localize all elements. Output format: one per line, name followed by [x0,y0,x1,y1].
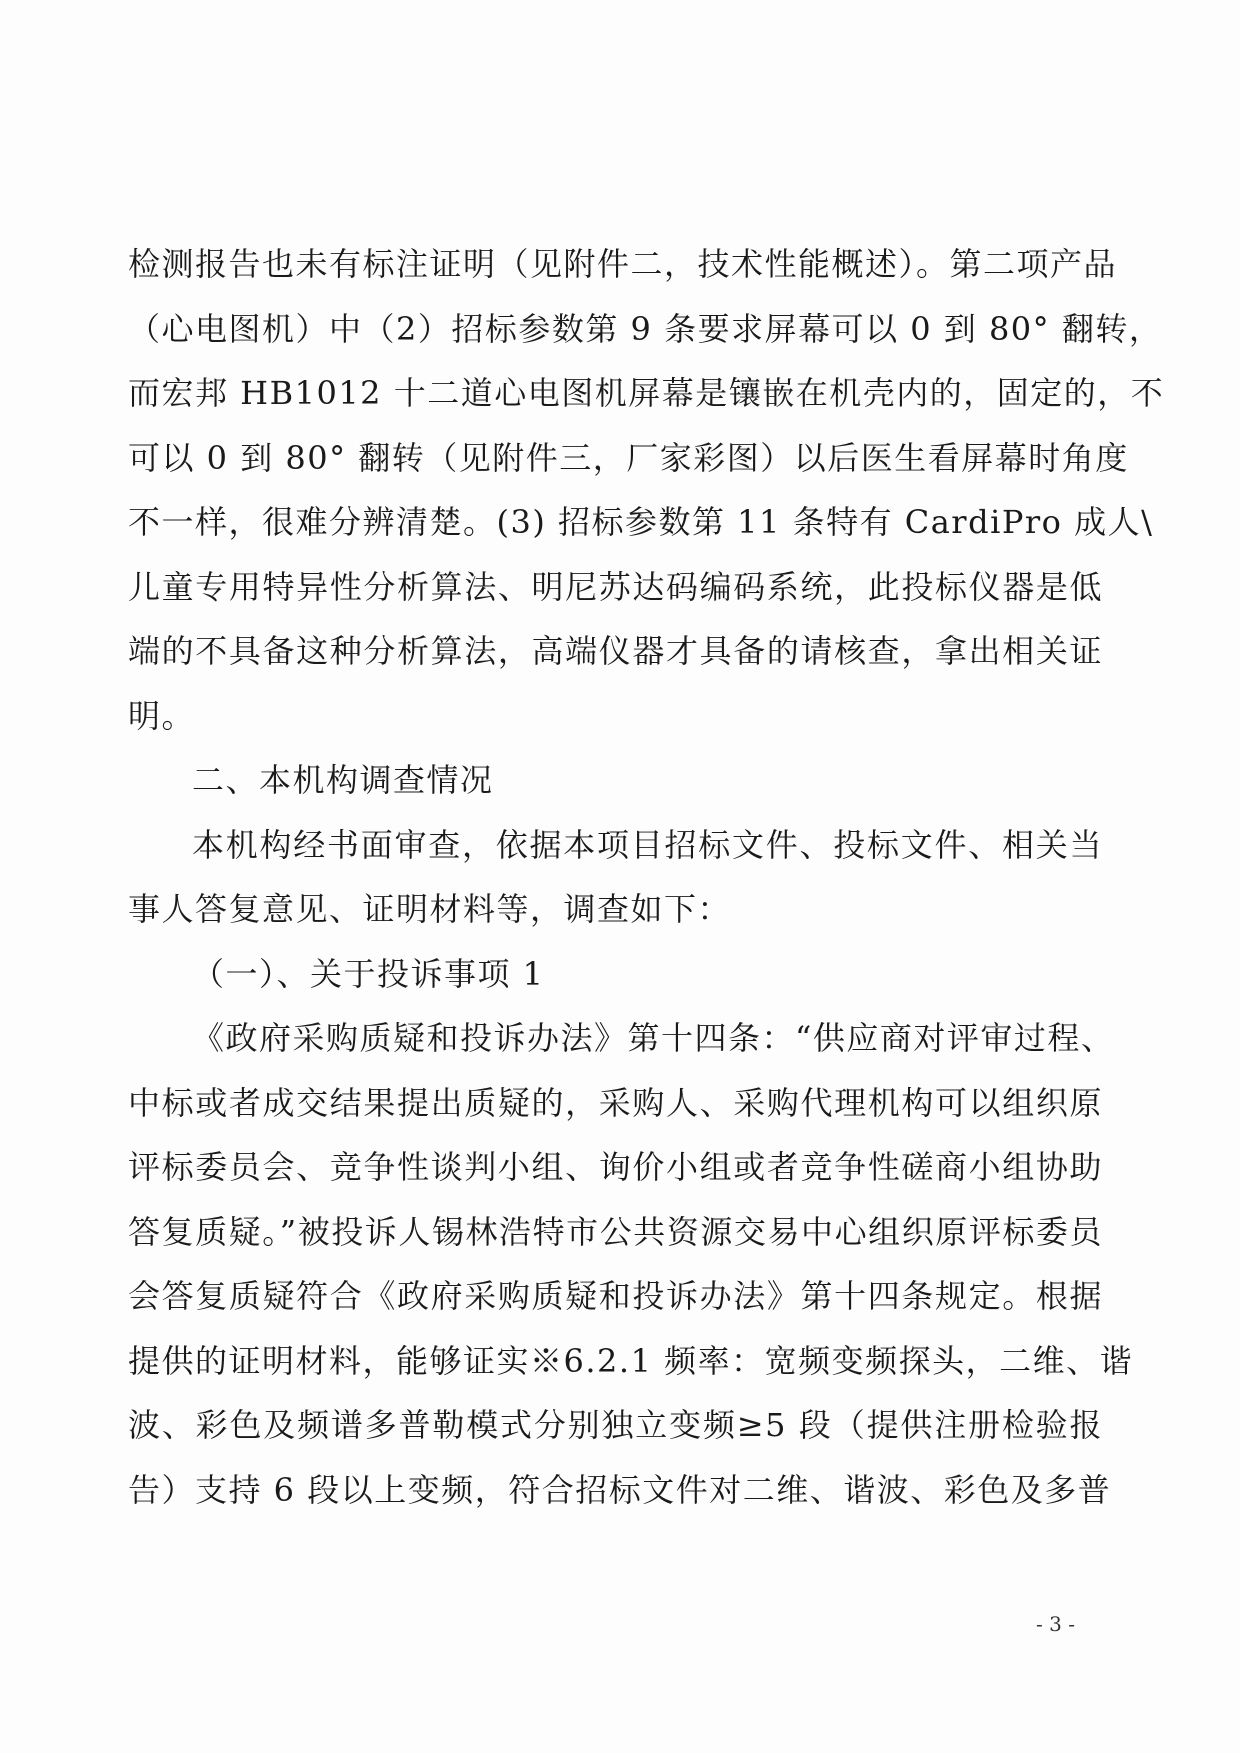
text-line: 告）支持 6 段以上变频，符合招标文件对二维、谐波、彩色及多普 [128,1470,1112,1509]
text-line: 端的不具备这种分析算法，高端仪器才具备的请核查，拿出相关证 [128,632,1103,670]
text-line: 事人答复意见、证明材料等，调查如下： [128,890,732,928]
text-line: 本机构经书面审查，依据本项目招标文件、投标文件、相关当 [192,825,1103,864]
text-line: 波、彩色及频谱多普勒模式分别独立变频≥5 段（提供注册检验报 [128,1406,1103,1444]
section-heading: 二、本机构调查情况 [192,761,494,799]
text-line: 评标委员会、竞争性谈判小组、询价小组或者竞争性磋商小组协助 [128,1148,1103,1186]
text-line: （心电图机）中（2）招标参数第 9 条要求屏幕可以 0 到 80° 翻转， [128,309,1163,348]
text-line: 儿童专用特异性分析算法、明尼苏达码编码系统，此投标仪器是低 [128,567,1103,606]
text-line: 中标或者成交结果提出质疑的，采购人、采购代理机构可以组织原 [128,1083,1103,1122]
text-line: 提供的证明材料，能够证实※6.2.1 频率：宽频变频探头，二维、谐 [128,1341,1134,1380]
text-line: 明。 [128,696,196,735]
text-line: 而宏邦 HB1012 十二道心电图机屏幕是镶嵌在机壳内的，固定的，不 [128,374,1165,412]
text-line: 《政府采购质疑和投诉办法》第十四条：“供应商对评审过程、 [192,1019,1115,1057]
page-number: - 3 - [1036,1612,1075,1636]
body-text [128,232,1165,1522]
subsection-heading: （一）、关于投诉事项 1 [192,954,545,993]
text-line: 会答复质疑符合《政府采购质疑和投诉办法》第十四条规定。根据 [128,1277,1103,1315]
text-line: 不一样，很难分辨清楚。(3) 招标参数第 11 条特有 CardiPro 成人\ [128,503,1154,541]
text-line: 可以 0 到 80° 翻转（见附件三，厂家彩图）以后医生看屏幕时角度 [128,438,1129,477]
text-line: 检测报告也未有标注证明（见附件二，技术性能概述）。第二项产品 [128,245,1118,283]
text-line: 答复质疑。”被投诉人锡林浩特市公共资源交易中心组织原评标委员 [128,1212,1103,1251]
